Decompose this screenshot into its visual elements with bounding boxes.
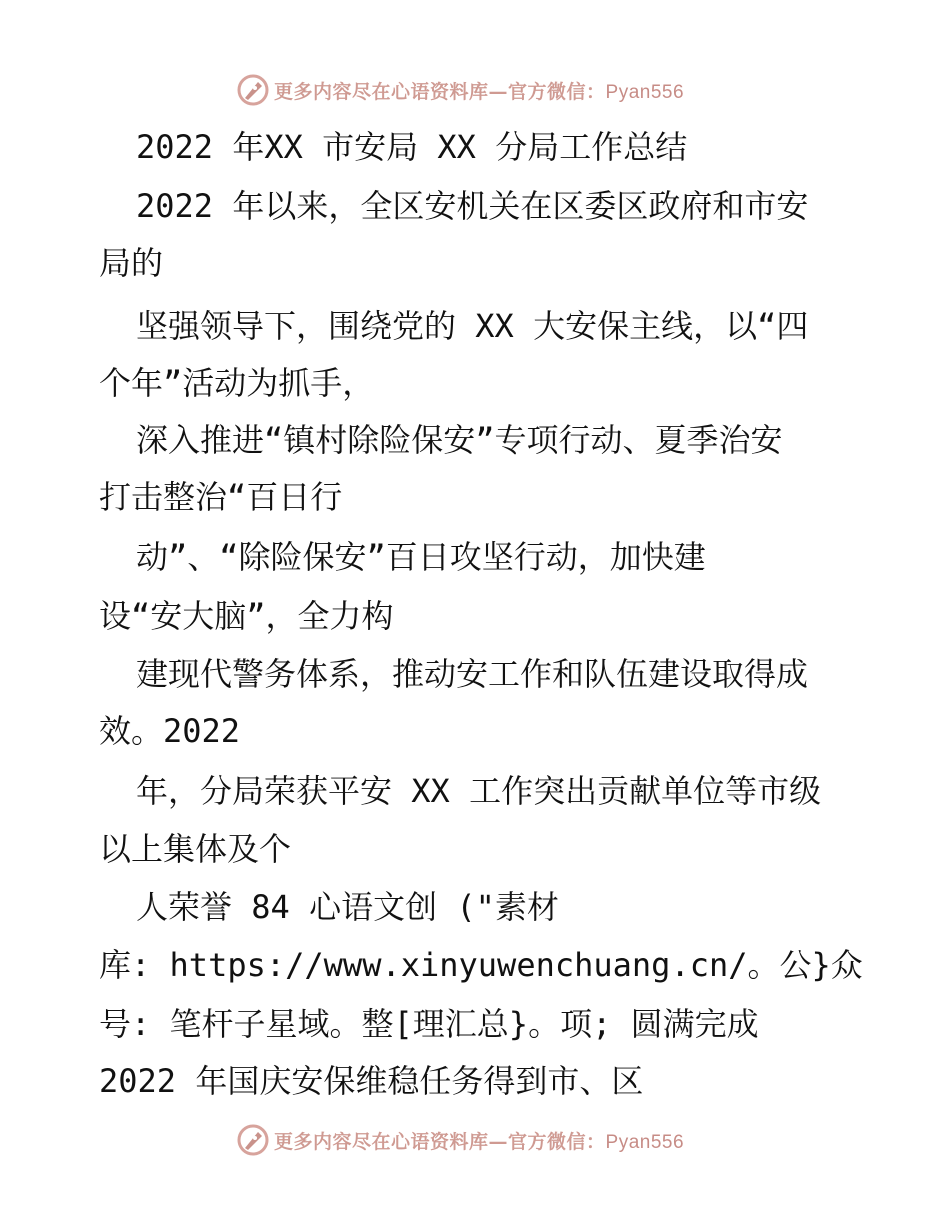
pen-nib-circle-icon [236,73,270,107]
text-line: 深入推进“镇村除险保安”专项行动、夏季治安 [136,421,783,459]
text-line: 2022 年以来，全区安机关在区委区政府和市安 [136,187,809,225]
text-line: 打击整治“百日行 [99,478,343,516]
watermark-text: 更多内容尽在心语资料库—官方微信：Pyan556 [274,80,685,103]
text-line: 2022 年国庆安保维稳任务得到市、区 [99,1062,644,1100]
text-line: 动”、“除险保安”百日攻坚行动，加快建 [136,538,706,576]
text-line: 库: https://www.xinyuwenchuang.cn/。公}众 [99,946,863,984]
text-line: 年，分局荣获平安 XX 工作突出贡献单位等市级 [136,772,822,810]
text-line: 局的 [99,244,164,282]
text-line: 以上集体及个 [99,830,292,868]
text-line: 效。2022 [99,712,241,750]
watermark-banner-bottom[interactable] [236,1122,684,1158]
pen-nib-circle-icon [236,1123,270,1157]
watermark-banner-top[interactable] [236,72,684,108]
text-line: 坚强领导下，围绕党的 XX 大安保主线，以“四 [136,307,809,345]
text-line: 人荣誉 84 心语文创 ("素材 [136,888,559,926]
text-line: 建现代警务体系，推动安工作和队伍建设取得成 [136,655,809,693]
text-line: 号: 笔杆子星域。整[理汇总}。项; 圆满完成 [99,1005,759,1043]
doc-title: 2022 年XX 市安局 XX 分局工作总结 [136,128,688,166]
text-line: 个年”活动为抓手， [99,364,375,402]
text-line: 设“安大脑”，全力构 [99,597,394,635]
watermark-text: 更多内容尽在心语资料库—官方微信：Pyan556 [274,1130,685,1153]
